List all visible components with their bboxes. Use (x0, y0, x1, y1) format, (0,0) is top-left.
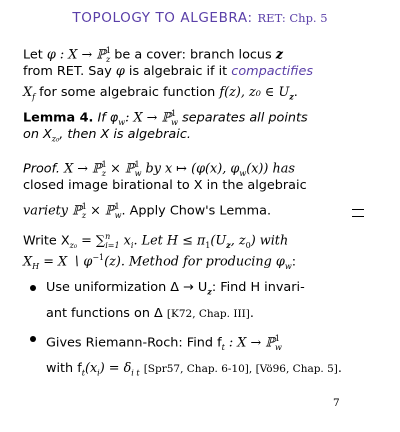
bullet-1-line-1: Use uniformization $\Delta \to U_z$: Find H invari- (46, 280, 305, 297)
method-line-2: $X_H = X$ ∖ $\varphi^{-1}(z)$. Method for producing $\varphi_w$: (23, 253, 296, 271)
bullet-2-line-1: Gives Riemann-Roch: Find $f_t$ : X → ℙ$^1_w$ (46, 334, 282, 352)
bullet-1-line-2: ant functions on Δ [K72, Chap. III]. (46, 305, 254, 321)
lemma-line-1: Lemma 4. If $\varphi_w$: X → ℙ$^1_w$ separates all points (23, 109, 308, 127)
method-line-1: Write $X_{z_0} = \sum^n_{i=1}$ $x_i$. Let $H \le \pi_1(U_z$, $z_0$) with (23, 232, 289, 250)
lemma-label: Lemma 4. (23, 110, 94, 126)
setup-line-1: Let φ : X → ℙ$^1_z$ be a cover: branch locus z (23, 46, 284, 64)
page-number: 7 (333, 397, 340, 409)
proof-line-2: closed image birational to X in the algebraic (23, 178, 307, 193)
setup-line-2: from RET. Say φ is algebraic if it compactifies (23, 64, 313, 79)
bullet-dot-icon (30, 285, 36, 291)
citation-spr57-vo96: [Spr57, Chap. 6-10], [Vö96, Chap. 5] (143, 362, 338, 375)
title-sub: RET: Chp. 5 (257, 11, 328, 25)
bullet-dot-icon (30, 336, 36, 342)
proof-label: Proof. (23, 161, 60, 177)
compactifies-term: compactifies (231, 64, 313, 79)
qed-symbol (352, 209, 364, 217)
lemma-line-2: on $X_{z_0}$, then X is algebraic. (23, 127, 191, 144)
bullet-item-2 (30, 328, 392, 383)
citation-k72: [K72, Chap. III] (166, 307, 250, 320)
slide-title (0, 10, 400, 26)
bullet-item-1 (30, 277, 392, 325)
bullet-2-line-2: with $f_t(x_i) = \delta_{i t}$ [Spr57, Chap. 6-10], [Vö96, Chap. 5]. (46, 360, 342, 378)
title-main: TOPOLOGY TO ALGEBRA: (72, 10, 253, 26)
proof-line-3: variety ℙ$^1_z$ × ℙ$^1_w$. Apply Chow's Lemma. (23, 202, 272, 220)
setup-line-3: $X_f$ for some algebraic function f(z), z₀ ∈ $U_z$. (23, 85, 298, 102)
proof-line-1: Proof. X → ℙ$^1_z$ × ℙ$^1_w$ by x ↦ (φ(x), $\varphi_w(x)$) has (23, 160, 295, 178)
